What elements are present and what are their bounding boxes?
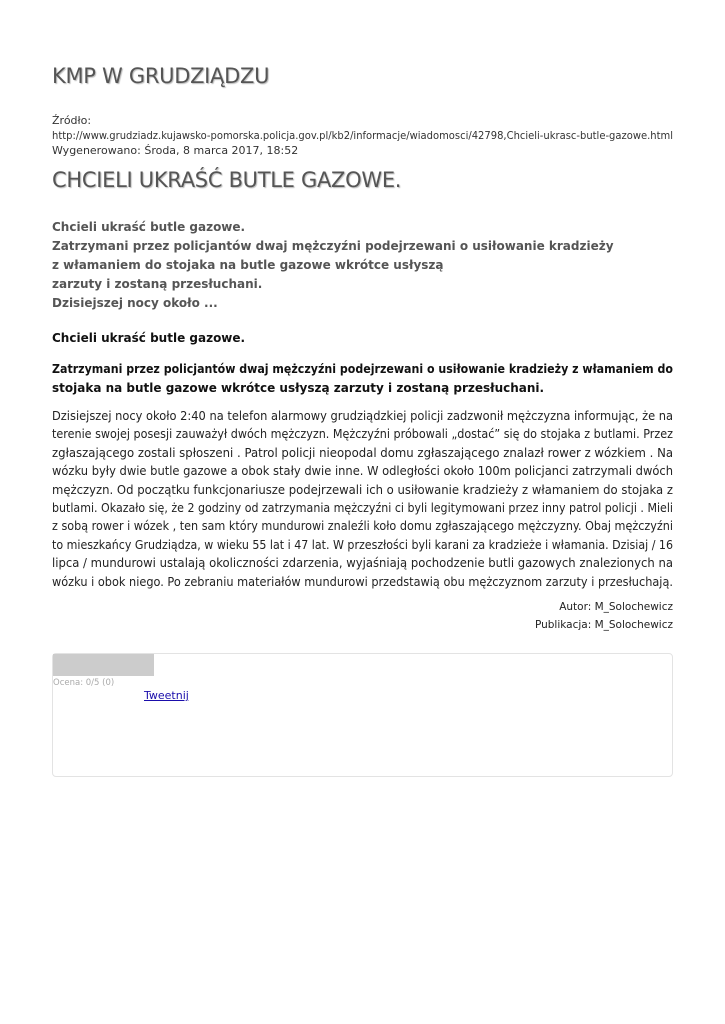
social-widget — [52, 653, 673, 777]
rating-bar[interactable] — [53, 654, 154, 676]
body-line: butlami. Okazało się, że 2 godziny od zatrzymania mężczyźni ci byli legitymowani przez inny patrol policji . Mieli — [52, 501, 673, 516]
summary-line: Chcieli ukraść butle gazowe. — [52, 220, 246, 234]
article-body — [52, 407, 673, 591]
article-summary — [52, 218, 614, 313]
body-line: terenie swojej posesji zauważył dwóch mężczyzn. Mężczyźni próbowali „dostać” się do stojaka z butlami. Przez — [52, 427, 673, 442]
body-line: to mieszkańcy Grudziądza, w wieku 55 lat i 47 lat. W przeszłości byli karani za kradzieże i włamania. Dzisiaj / 16 — [52, 537, 673, 552]
summary-line: Zatrzymani przez policjantów dwaj mężczyźni podejrzewani o usiłowanie kradzieży — [52, 239, 614, 253]
body-line: lipca / mundurowi ustalają okoliczności zdarzenia, wyjaśniają pochodzenie butli gazowych znalezionych na — [52, 556, 673, 571]
summary-line: Dzisiejszej nocy około ... — [52, 296, 218, 310]
generated-date: Wygenerowano: Środa, 8 marca 2017, 18:52 — [52, 144, 299, 157]
body-heading: Chcieli ukraść butle gazowe. — [52, 331, 246, 345]
lead-line: Zatrzymani przez policjantów dwaj mężczyźni podejrzewani o usiłowanie kradzieży z włamaniem do — [52, 362, 673, 376]
author: Autor: M_Solochewicz — [559, 601, 673, 613]
tweet-link[interactable]: Tweetnij — [144, 689, 189, 702]
article-lead — [52, 360, 673, 398]
summary-line: zarzuty i zostaną przesłuchani. — [52, 277, 263, 291]
source-block — [52, 113, 725, 158]
rating-text: Ocena: 0/5 (0) — [53, 678, 115, 688]
summary-line: z włamaniem do stojaka na butle gazowe wkrótce usłyszą — [52, 258, 444, 272]
publication: Publikacja: M_Solochewicz — [534, 619, 673, 631]
body-line: wózku były dwie butle gazowe a obok stały dwie inne. W odległości około 100m policjanci zatrzymali dwóch — [52, 464, 673, 479]
body-line: zgłaszającego zostali spłoszeni . Patrol policji nieopodal domu zgłaszającego znalazł rower z wózkiem . Na — [52, 445, 673, 460]
article-title: CHCIELI UKRAŚĆ BUTLE GAZOWE. — [52, 168, 402, 192]
body-line: Dzisiejszej nocy około 2:40 na telefon alarmowy grudziądzkiej policji zadzwonił mężczyzna informując, że na — [52, 409, 673, 423]
body-line: wózku i obok niego. Po zebraniu materiałów mundurowi przedstawią obu mężczyznom zarzuty i przesłuchają. — [52, 574, 673, 589]
site-title: KMP W GRUDZIĄDZU — [52, 64, 270, 88]
source-url: http://www.grudziadz.kujawsko-pomorska.policja.gov.pl/kb2/informacje/wiadomosci/42798,Chcieli-ukrasc-butle-gazowe.html — [52, 129, 673, 142]
lead-line: stojaka na butle gazowe wkrótce usłyszą zarzuty i zostaną przesłuchani. — [52, 381, 545, 395]
source-label: Źródło: — [52, 114, 92, 127]
body-line: mężczyzn. Od początku funkcjonariusze podejrzewali ich o usiłowanie kradzieży z włamaniem do stojaka z — [52, 482, 673, 497]
body-line: z sobą rower i wózek , ten sam który mundurowi znaleźli koło domu zgłaszającego mężczyzny. Obaj mężczyźni — [52, 519, 673, 534]
author-block — [535, 598, 673, 634]
